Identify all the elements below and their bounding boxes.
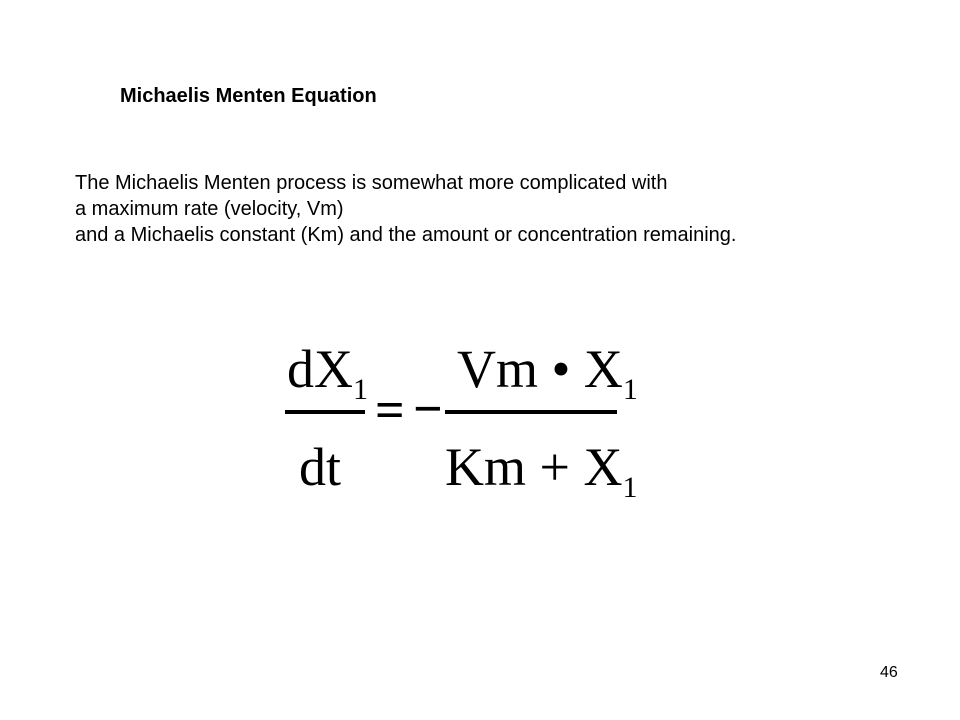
lhs-numerator: $dX_1$ xyxy=(287,339,368,406)
body-line-3: and a Michaelis constant (Km) and the amount or concentration remaining. xyxy=(75,224,737,246)
body-line-1: The Michaelis Menten process is somewhat more complicated with xyxy=(75,172,668,194)
rhs-numerator: Vm • $X_1$ xyxy=(457,339,638,406)
body-line-2: a maximum rate (velocity, Vm) xyxy=(75,198,344,220)
lhs-fraction-bar xyxy=(285,410,365,414)
rhs-numerator-subscript: 1 xyxy=(622,372,638,406)
minus-sign: − xyxy=(413,381,443,438)
michaelis-menten-equation xyxy=(285,330,638,520)
rhs-fraction-bar xyxy=(445,410,617,414)
rhs-denominator-subscript: 1 xyxy=(622,470,638,504)
rhs-denominator: $Km + X_1$ xyxy=(445,437,638,504)
lhs-denominator: dt xyxy=(299,437,342,497)
page-number: 46 xyxy=(880,664,898,681)
equals-sign: = xyxy=(375,382,405,439)
lhs-numerator-subscript: 1 xyxy=(353,372,368,406)
slide-title: Michaelis Menten Equation xyxy=(120,85,377,107)
body-text xyxy=(75,170,736,248)
